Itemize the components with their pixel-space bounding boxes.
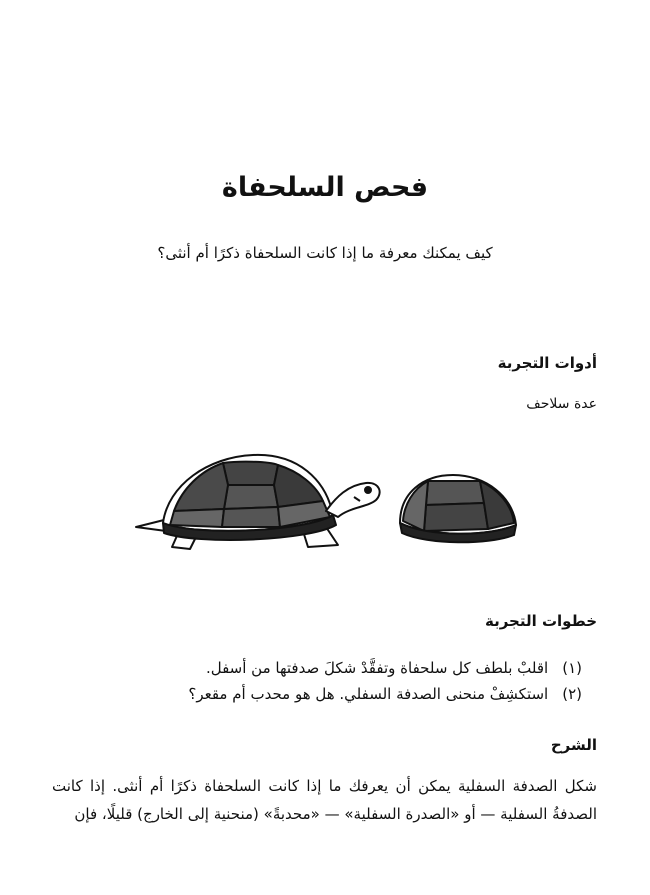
explanation-paragraph: شكل الصدفة السفلية يمكن أن يعرفك ما إذا كانت السلحفاة ذكرًا أم أنثى. إذا كانت الصدفةُ السفلية — أو «الصدرة السفلية» — «محدبةً» (منحنية إلى الخارج) قليلًا، فإن [52,777,597,823]
step-number: (١) [562,659,582,677]
explanation-heading: الشرح [550,736,597,754]
list-item [188,655,582,681]
withdrawn-turtle-icon [400,475,516,542]
list-item [188,681,582,707]
walking-turtle-icon [136,455,380,549]
step-number: (٢) [562,685,582,703]
tools-heading: أدوات التجربة [497,354,597,372]
tools-text: عدة سلاحف [526,396,597,412]
page-title: فحص السلحفاة [221,172,429,203]
turtle-drawing-icon [128,445,528,560]
step-text: اقلبْ بلطف كل سلحفاة وتفقَّدْ شكلَ صدفتها من أسفل. [205,659,549,677]
step-text: استكشِفْ منحنى الصدفة السفلي. هل هو محدب أم مقعر؟ [188,685,549,703]
page-subtitle: كيف يمكنك معرفة ما إذا كانت السلحفاة ذكرًا أم أنثى؟ [157,244,493,262]
steps-heading: خطوات التجربة [484,612,597,630]
steps-list [188,655,582,707]
